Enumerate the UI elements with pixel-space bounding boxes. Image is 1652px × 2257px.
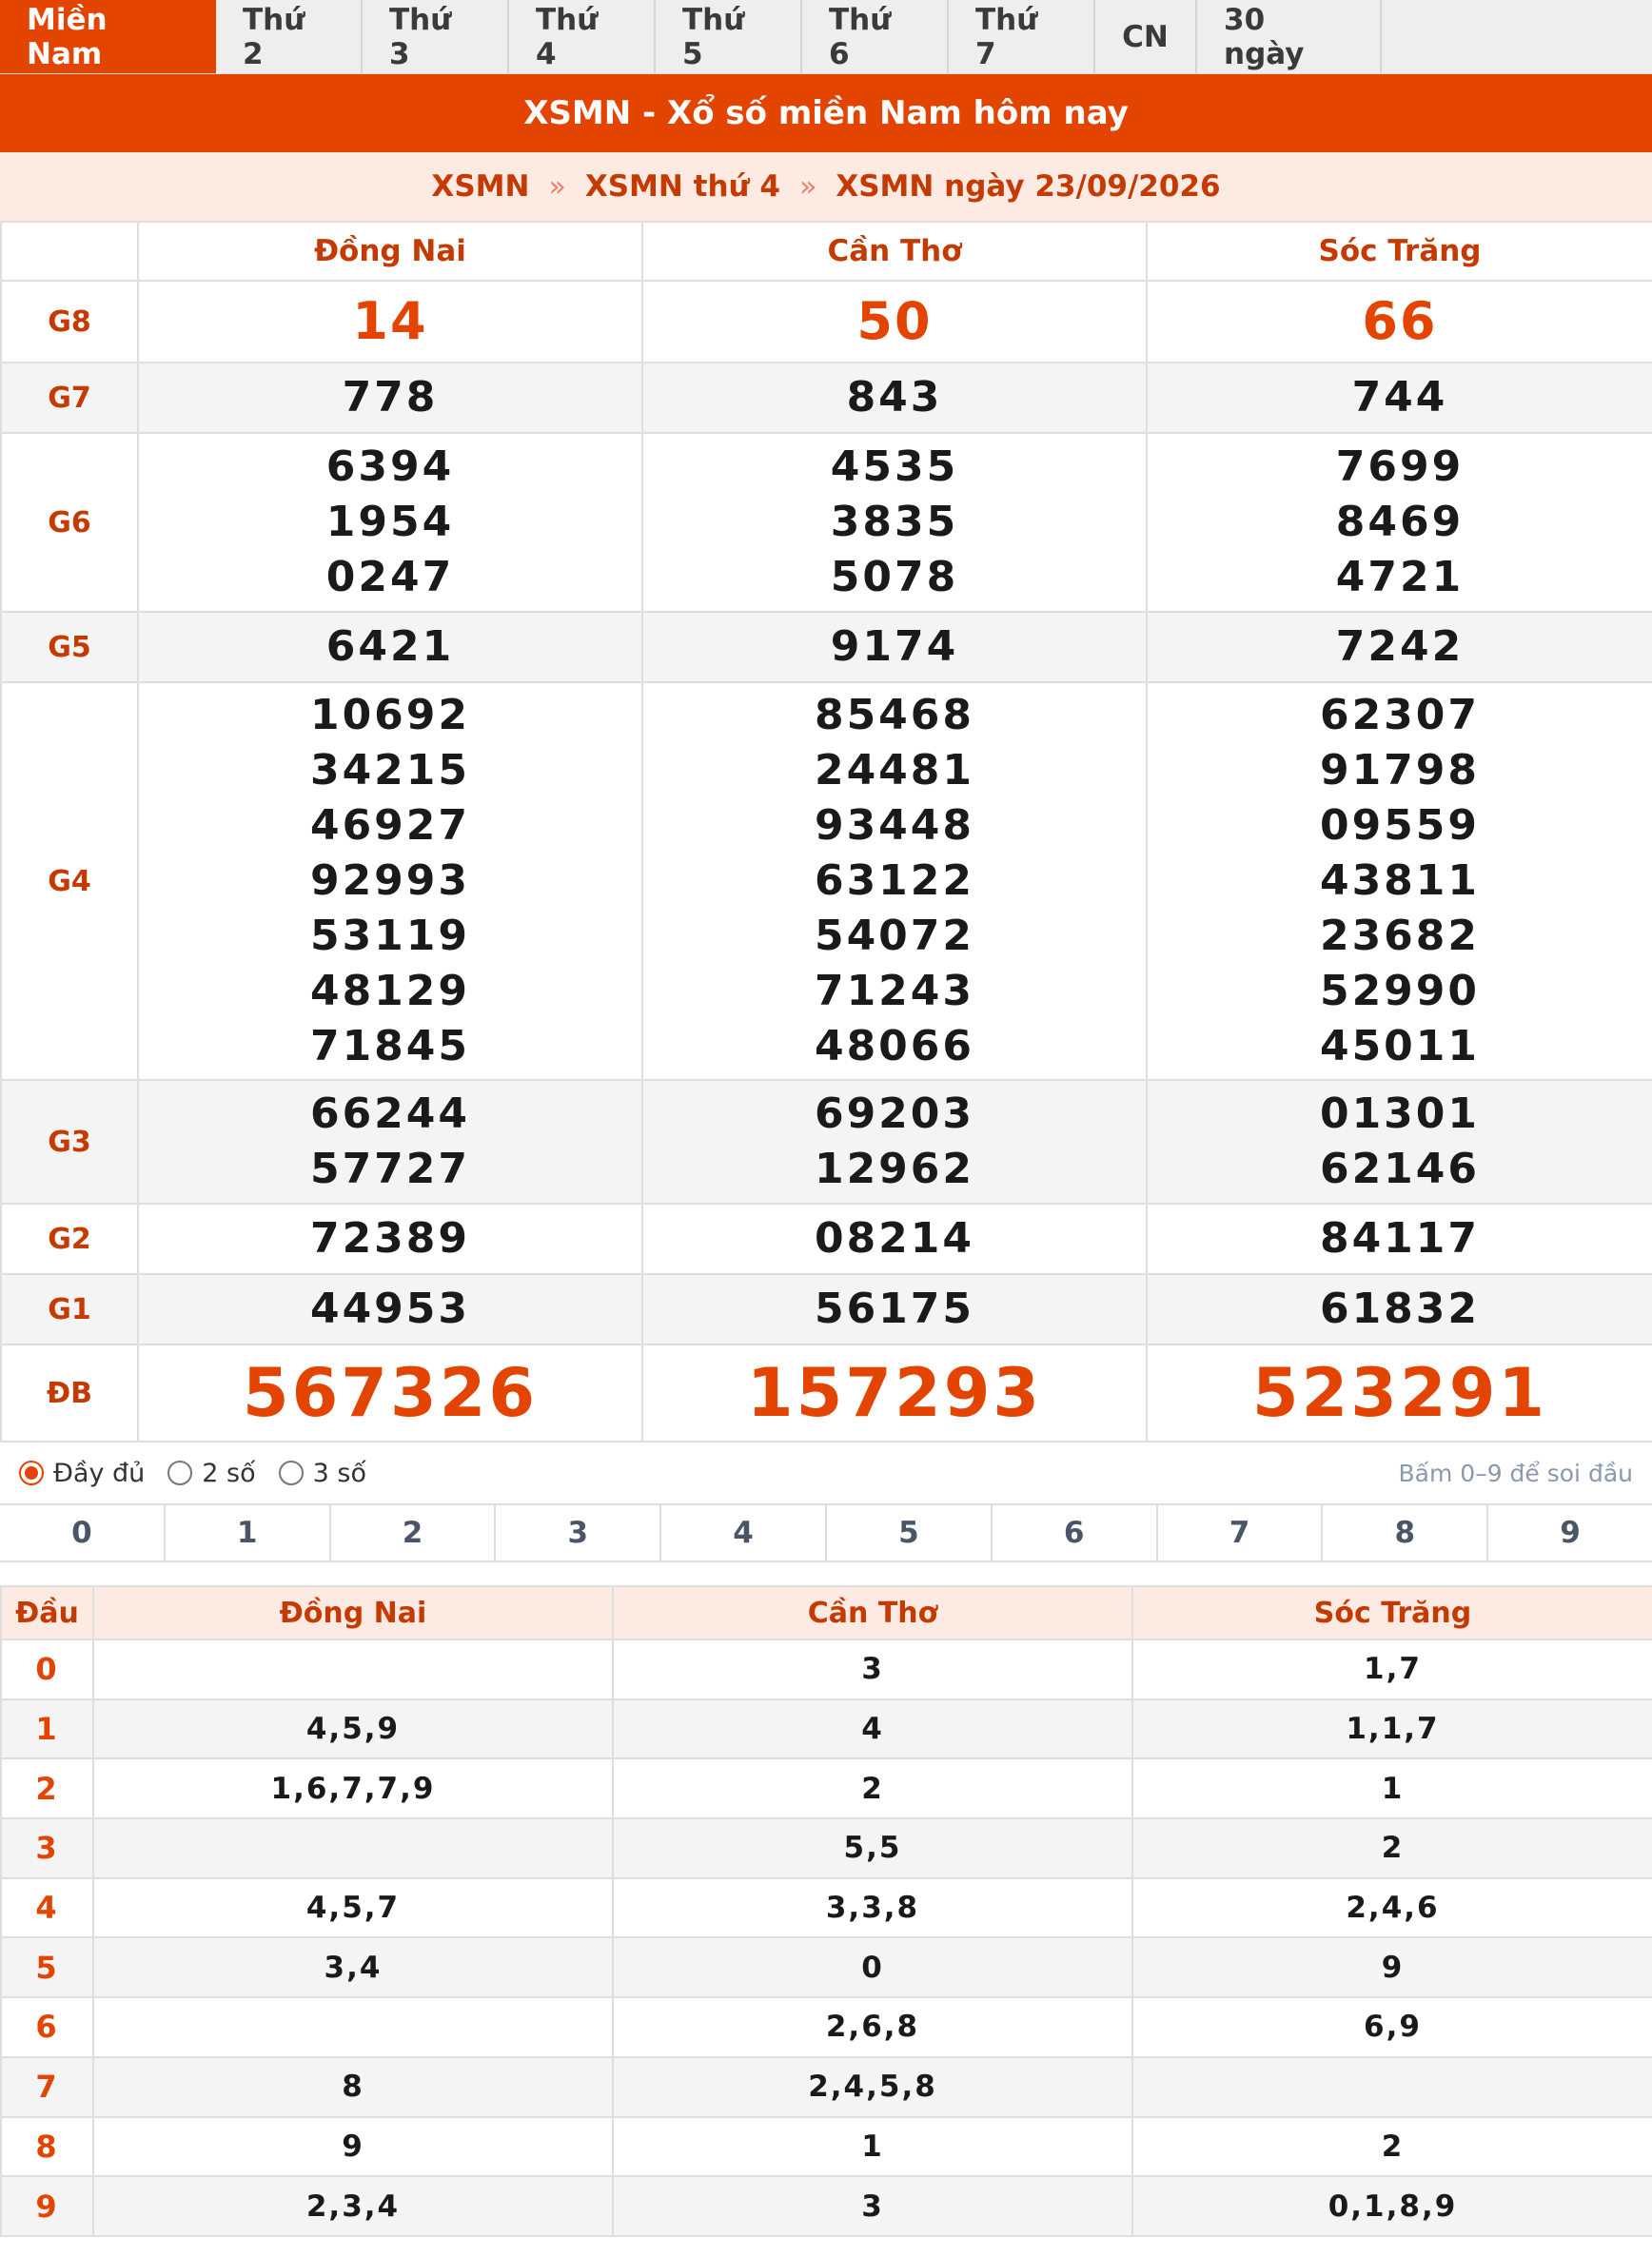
- tab-thu-7[interactable]: Thứ 7: [949, 0, 1095, 73]
- prize-number: 23682: [1319, 912, 1481, 960]
- prize-cell: [138, 363, 642, 433]
- digit-button-0[interactable]: 0: [0, 1505, 166, 1560]
- dau-cell: 2: [1132, 2117, 1652, 2177]
- prize-cell: [1147, 433, 1652, 612]
- prize-number: 92993: [309, 856, 471, 905]
- prize-number: 66: [1362, 291, 1438, 351]
- prize-number: 91798: [1319, 746, 1481, 795]
- dau-digit: 3: [1, 1818, 93, 1878]
- dau-row: [1, 2176, 1652, 2236]
- dau-digit: 9: [1, 2176, 93, 2236]
- dau-cell: 4: [613, 1699, 1132, 1759]
- prize-number: 54072: [814, 912, 975, 960]
- breadcrumb-separator-icon: »: [798, 169, 817, 204]
- prize-label: G3: [1, 1080, 138, 1204]
- dau-cell: 2: [613, 1758, 1132, 1818]
- prize-number: 24481: [814, 746, 975, 795]
- dau-cell: 8: [93, 2057, 613, 2117]
- prize-number: 53119: [309, 912, 471, 960]
- dau-header-row: [1, 1586, 1652, 1639]
- digit-button-7[interactable]: 7: [1158, 1505, 1324, 1560]
- dau-row: [1, 1699, 1652, 1759]
- prize-cell: [138, 1344, 642, 1442]
- prize-cell: [1147, 281, 1652, 363]
- dau-cell: 3,3,8: [613, 1878, 1132, 1938]
- dau-digit: 8: [1, 2117, 93, 2177]
- digit-button-3[interactable]: 3: [496, 1505, 661, 1560]
- prize-cell: [642, 433, 1147, 612]
- dau-cell: 1,7: [1132, 1639, 1652, 1699]
- prize-number: 7242: [1335, 622, 1465, 671]
- dau-cell: 2,6,8: [613, 1997, 1132, 2057]
- option-3-so[interactable]: [279, 1459, 366, 1488]
- prize-number: 843: [846, 373, 943, 422]
- dau-cell: 3,4: [93, 1937, 613, 1997]
- digit-button-6[interactable]: 6: [993, 1505, 1158, 1560]
- prize-cell: [642, 1080, 1147, 1204]
- prize-cell: [642, 363, 1147, 433]
- prize-number: 45011: [1319, 1022, 1481, 1070]
- dau-row: [1, 1937, 1652, 1997]
- prize-cell: [642, 1274, 1147, 1344]
- prize-number: 10692: [309, 691, 471, 739]
- dau-cell: 1: [1132, 1758, 1652, 1818]
- tab-thu-6[interactable]: Thứ 6: [802, 0, 949, 73]
- prize-label: G2: [1, 1204, 138, 1274]
- prize-number: 157293: [746, 1354, 1043, 1432]
- prize-number: 43811: [1319, 856, 1481, 905]
- dau-cell: 9: [1132, 1937, 1652, 1997]
- prize-number: 6421: [325, 622, 455, 671]
- dau-cell: 1,1,7: [1132, 1699, 1652, 1759]
- prize-number: 84117: [1319, 1214, 1481, 1263]
- tab-thu-2[interactable]: Thứ 2: [216, 0, 363, 73]
- prize-number: 0247: [325, 553, 455, 601]
- prize-label: G8: [1, 281, 138, 363]
- prize-number: 66244: [309, 1089, 471, 1138]
- prize-number: 34215: [309, 746, 471, 795]
- dau-row: [1, 1818, 1652, 1878]
- option-label: Đầy đủ: [53, 1458, 146, 1488]
- prize-cell: [642, 1204, 1147, 1274]
- prize-number: 09559: [1319, 801, 1481, 850]
- breadcrumb: [0, 152, 1652, 221]
- breadcrumb-link-xsmn-thu-4[interactable]: XSMN thứ 4: [584, 169, 780, 204]
- prize-number: 71845: [309, 1022, 471, 1070]
- prize-cell: [138, 1204, 642, 1274]
- tab-thu-3[interactable]: Thứ 3: [363, 0, 509, 73]
- prize-number: 62146: [1319, 1145, 1481, 1193]
- prize-row: [1, 1344, 1652, 1442]
- prize-cell: [1147, 1204, 1652, 1274]
- prize-number: 6394: [325, 442, 455, 491]
- page-title: XSMN - Xổ số miền Nam hôm nay: [0, 74, 1652, 152]
- display-options: [0, 1443, 1652, 1503]
- dau-cell: 0: [613, 1937, 1132, 1997]
- prize-number: 48129: [309, 967, 471, 1015]
- dau-cell: 2,3,4: [93, 2176, 613, 2236]
- dau-cell: [93, 1639, 613, 1699]
- prize-number: 5078: [830, 553, 959, 601]
- dau-header-label: Đầu: [1, 1586, 93, 1639]
- dau-cell: 2,4,5,8: [613, 2057, 1132, 2117]
- breadcrumb-separator-icon: »: [548, 169, 566, 204]
- results-table: [0, 221, 1652, 1443]
- prize-number: 14: [352, 291, 428, 351]
- prize-label: G1: [1, 1274, 138, 1344]
- prize-row: [1, 281, 1652, 363]
- tab-30-ngay[interactable]: 30 ngày: [1197, 0, 1382, 73]
- dau-cell: [1132, 2057, 1652, 2117]
- prize-label: G7: [1, 363, 138, 433]
- digit-button-5[interactable]: 5: [827, 1505, 993, 1560]
- dau-cell: 6,9: [1132, 1997, 1652, 2057]
- dau-cell: 1,6,7,7,9: [93, 1758, 613, 1818]
- dau-row: [1, 2117, 1652, 2177]
- dau-digit: 6: [1, 1997, 93, 2057]
- digit-button-2[interactable]: 2: [331, 1505, 497, 1560]
- prize-number: 1954: [325, 498, 455, 546]
- breadcrumb-current-date[interactable]: XSMN ngày 23/09/2026: [836, 169, 1221, 204]
- prize-label: G4: [1, 682, 138, 1080]
- prize-row: [1, 612, 1652, 682]
- province-header: Cần Thơ: [613, 1586, 1132, 1639]
- dau-digit: 4: [1, 1878, 93, 1938]
- prize-cell: [1147, 1080, 1652, 1204]
- tab-thu-4[interactable]: Thứ 4: [509, 0, 656, 73]
- prize-cell: [642, 682, 1147, 1080]
- dau-row: [1, 1997, 1652, 2057]
- dau-cell: 0,1,8,9: [1132, 2176, 1652, 2236]
- prize-cell: [138, 612, 642, 682]
- prize-number: 08214: [814, 1214, 975, 1263]
- prize-row: [1, 1274, 1652, 1344]
- dau-digit: 0: [1, 1639, 93, 1699]
- digit-button-8[interactable]: 8: [1323, 1505, 1488, 1560]
- dau-row: [1, 1878, 1652, 1938]
- prize-row: [1, 1080, 1652, 1204]
- prize-number: 52990: [1319, 967, 1481, 1015]
- prize-number: 12962: [814, 1145, 975, 1193]
- province-header: Sóc Trăng: [1132, 1586, 1652, 1639]
- option-label: 2 số: [202, 1458, 256, 1488]
- dau-digit: 1: [1, 1699, 93, 1759]
- dau-digit: 2: [1, 1758, 93, 1818]
- prize-number: 3835: [830, 498, 959, 546]
- prize-number: 71243: [814, 967, 975, 1015]
- prize-label: G5: [1, 612, 138, 682]
- prize-number: 50: [856, 291, 933, 351]
- prize-cell: [138, 682, 642, 1080]
- prize-number: 56175: [814, 1285, 975, 1333]
- prize-row: [1, 1204, 1652, 1274]
- prize-number: 744: [1351, 373, 1448, 422]
- dau-cell: 3: [613, 1639, 1132, 1699]
- prize-cell: [1147, 612, 1652, 682]
- prize-cell: [1147, 1344, 1652, 1442]
- prize-number: 778: [342, 373, 439, 422]
- header-empty-cell: [1, 222, 138, 281]
- prize-row: [1, 433, 1652, 612]
- prize-number: 523291: [1251, 1354, 1548, 1432]
- breadcrumb-link-xsmn[interactable]: XSMN: [431, 169, 530, 204]
- prize-cell: [1147, 682, 1652, 1080]
- prize-number: 46927: [309, 801, 471, 850]
- dau-cell: 4,5,9: [93, 1699, 613, 1759]
- prize-number: 7699: [1335, 442, 1465, 491]
- dau-digit: 7: [1, 2057, 93, 2117]
- prize-number: 48066: [814, 1022, 975, 1070]
- dau-cell: 2,4,6: [1132, 1878, 1652, 1938]
- province-header: Cần Thơ: [642, 222, 1147, 281]
- prize-number: 01301: [1319, 1089, 1481, 1138]
- digit-button-4[interactable]: 4: [661, 1505, 827, 1560]
- province-header: Sóc Trăng: [1147, 222, 1652, 281]
- prize-number: 62307: [1319, 691, 1481, 739]
- dau-row: [1, 1758, 1652, 1818]
- results-header-row: [1, 222, 1652, 281]
- radio-2-so[interactable]: [167, 1461, 192, 1485]
- prize-number: 85468: [814, 691, 975, 739]
- tab-thu-5[interactable]: Thứ 5: [656, 0, 802, 73]
- option-label: 3 số: [312, 1458, 366, 1488]
- tab-mien-nam[interactable]: Miền Nam: [0, 0, 216, 73]
- dau-cell: 4,5,7: [93, 1878, 613, 1938]
- prize-number: 72389: [309, 1214, 471, 1263]
- digit-button-1[interactable]: 1: [166, 1505, 331, 1560]
- dau-cell: 9: [93, 2117, 613, 2177]
- province-header: Đồng Nai: [93, 1586, 613, 1639]
- dau-table: [0, 1585, 1652, 2237]
- radio-3-so[interactable]: [279, 1461, 304, 1485]
- prize-number: 93448: [814, 801, 975, 850]
- prize-number: 4535: [830, 442, 959, 491]
- digit-filter-bar: [0, 1503, 1652, 1562]
- tab-cn[interactable]: CN: [1095, 0, 1197, 73]
- prize-number: 44953: [309, 1285, 471, 1333]
- dau-digit: 5: [1, 1937, 93, 1997]
- prize-number: 69203: [814, 1089, 975, 1138]
- dau-cell: [93, 1997, 613, 2057]
- prize-number: 8469: [1335, 498, 1465, 546]
- option-full[interactable]: [19, 1459, 145, 1488]
- dau-row: [1, 1639, 1652, 1699]
- prize-number: 61832: [1319, 1285, 1481, 1333]
- prize-cell: [138, 433, 642, 612]
- radio-full[interactable]: [19, 1461, 44, 1485]
- prize-number: 567326: [242, 1354, 539, 1432]
- prize-number: 57727: [309, 1145, 471, 1193]
- option-2-so[interactable]: [167, 1459, 255, 1488]
- prize-cell: [1147, 363, 1652, 433]
- prize-number: 9174: [830, 622, 959, 671]
- digit-hint: Bấm 0–9 để soi đầu: [1398, 1459, 1633, 1487]
- prize-row: [1, 682, 1652, 1080]
- dau-cell: 5,5: [613, 1818, 1132, 1878]
- prize-cell: [138, 1080, 642, 1204]
- prize-cell: [642, 281, 1147, 363]
- dau-cell: 2: [1132, 1818, 1652, 1878]
- prize-number: 4721: [1335, 553, 1465, 601]
- province-header: Đồng Nai: [138, 222, 642, 281]
- prize-label: ĐB: [1, 1344, 138, 1442]
- prize-cell: [1147, 1274, 1652, 1344]
- dau-cell: [93, 1818, 613, 1878]
- prize-cell: [138, 281, 642, 363]
- digit-button-9[interactable]: 9: [1488, 1505, 1652, 1560]
- dau-row: [1, 2057, 1652, 2117]
- dau-cell: 3: [613, 2176, 1132, 2236]
- dau-cell: 1: [613, 2117, 1132, 2177]
- prize-number: 63122: [814, 856, 975, 905]
- prize-label: G6: [1, 433, 138, 612]
- prize-row: [1, 363, 1652, 433]
- prize-cell: [642, 1344, 1147, 1442]
- region-tabs: [0, 0, 1652, 74]
- prize-cell: [642, 612, 1147, 682]
- prize-cell: [138, 1274, 642, 1344]
